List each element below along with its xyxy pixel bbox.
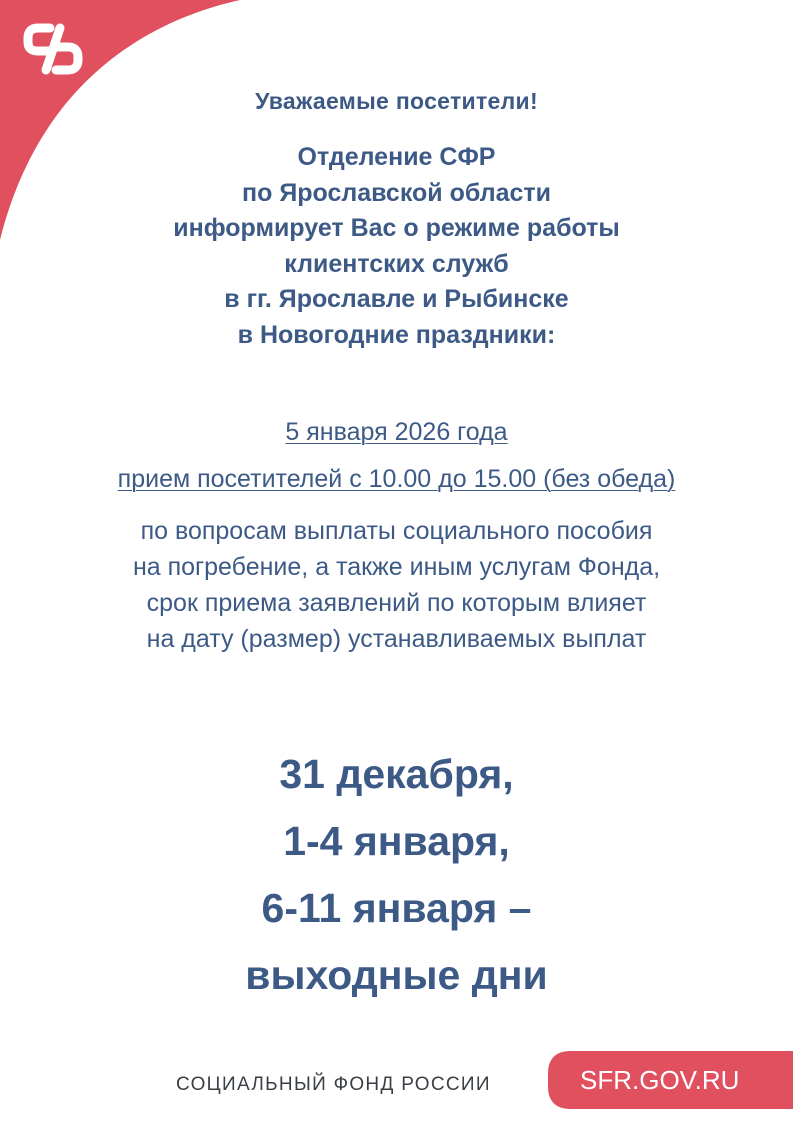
holiday-line: выходные дни — [245, 952, 548, 998]
description-line: на дату (размер) устанавливаемых выплат — [146, 625, 647, 653]
description-line: по вопросам выплаты социального пособия — [140, 517, 653, 545]
greeting-heading: Уважаемые посетители! — [255, 88, 538, 114]
heading-line: информирует Вас о режиме работы — [173, 214, 620, 242]
holiday-line: 6-11 января – — [261, 885, 532, 931]
holidays-list — [0, 741, 793, 1009]
sfr-logo-icon — [22, 20, 84, 78]
holiday-line: 31 декабря, — [279, 751, 514, 797]
schedule-hours: прием посетителей с 10.00 до 15.00 (без обеда) — [117, 465, 676, 493]
description-line: на погребение, а также иным услугам Фонда, — [132, 553, 661, 581]
holiday-line: 1-4 января, — [283, 818, 510, 864]
heading-line: в Новогодние праздники: — [237, 320, 556, 349]
heading-line: клиентских служб — [284, 249, 509, 278]
announcement-heading — [0, 140, 793, 353]
heading-line: по Ярославской области — [242, 178, 551, 207]
footer-url[interactable]: SFR.GOV.RU — [580, 1065, 740, 1095]
schedule-description — [0, 513, 793, 657]
schedule-date: 5 января 2026 года — [285, 418, 508, 446]
heading-line: Отделение СФР — [297, 143, 496, 171]
footer-org-name: СОЦИАЛЬНЫЙ ФОНД РОССИИ — [176, 1074, 491, 1095]
description-line: срок приема заявлений по которым влияет — [146, 589, 647, 617]
heading-line: в гг. Ярославле и Рыбинске — [224, 285, 569, 313]
